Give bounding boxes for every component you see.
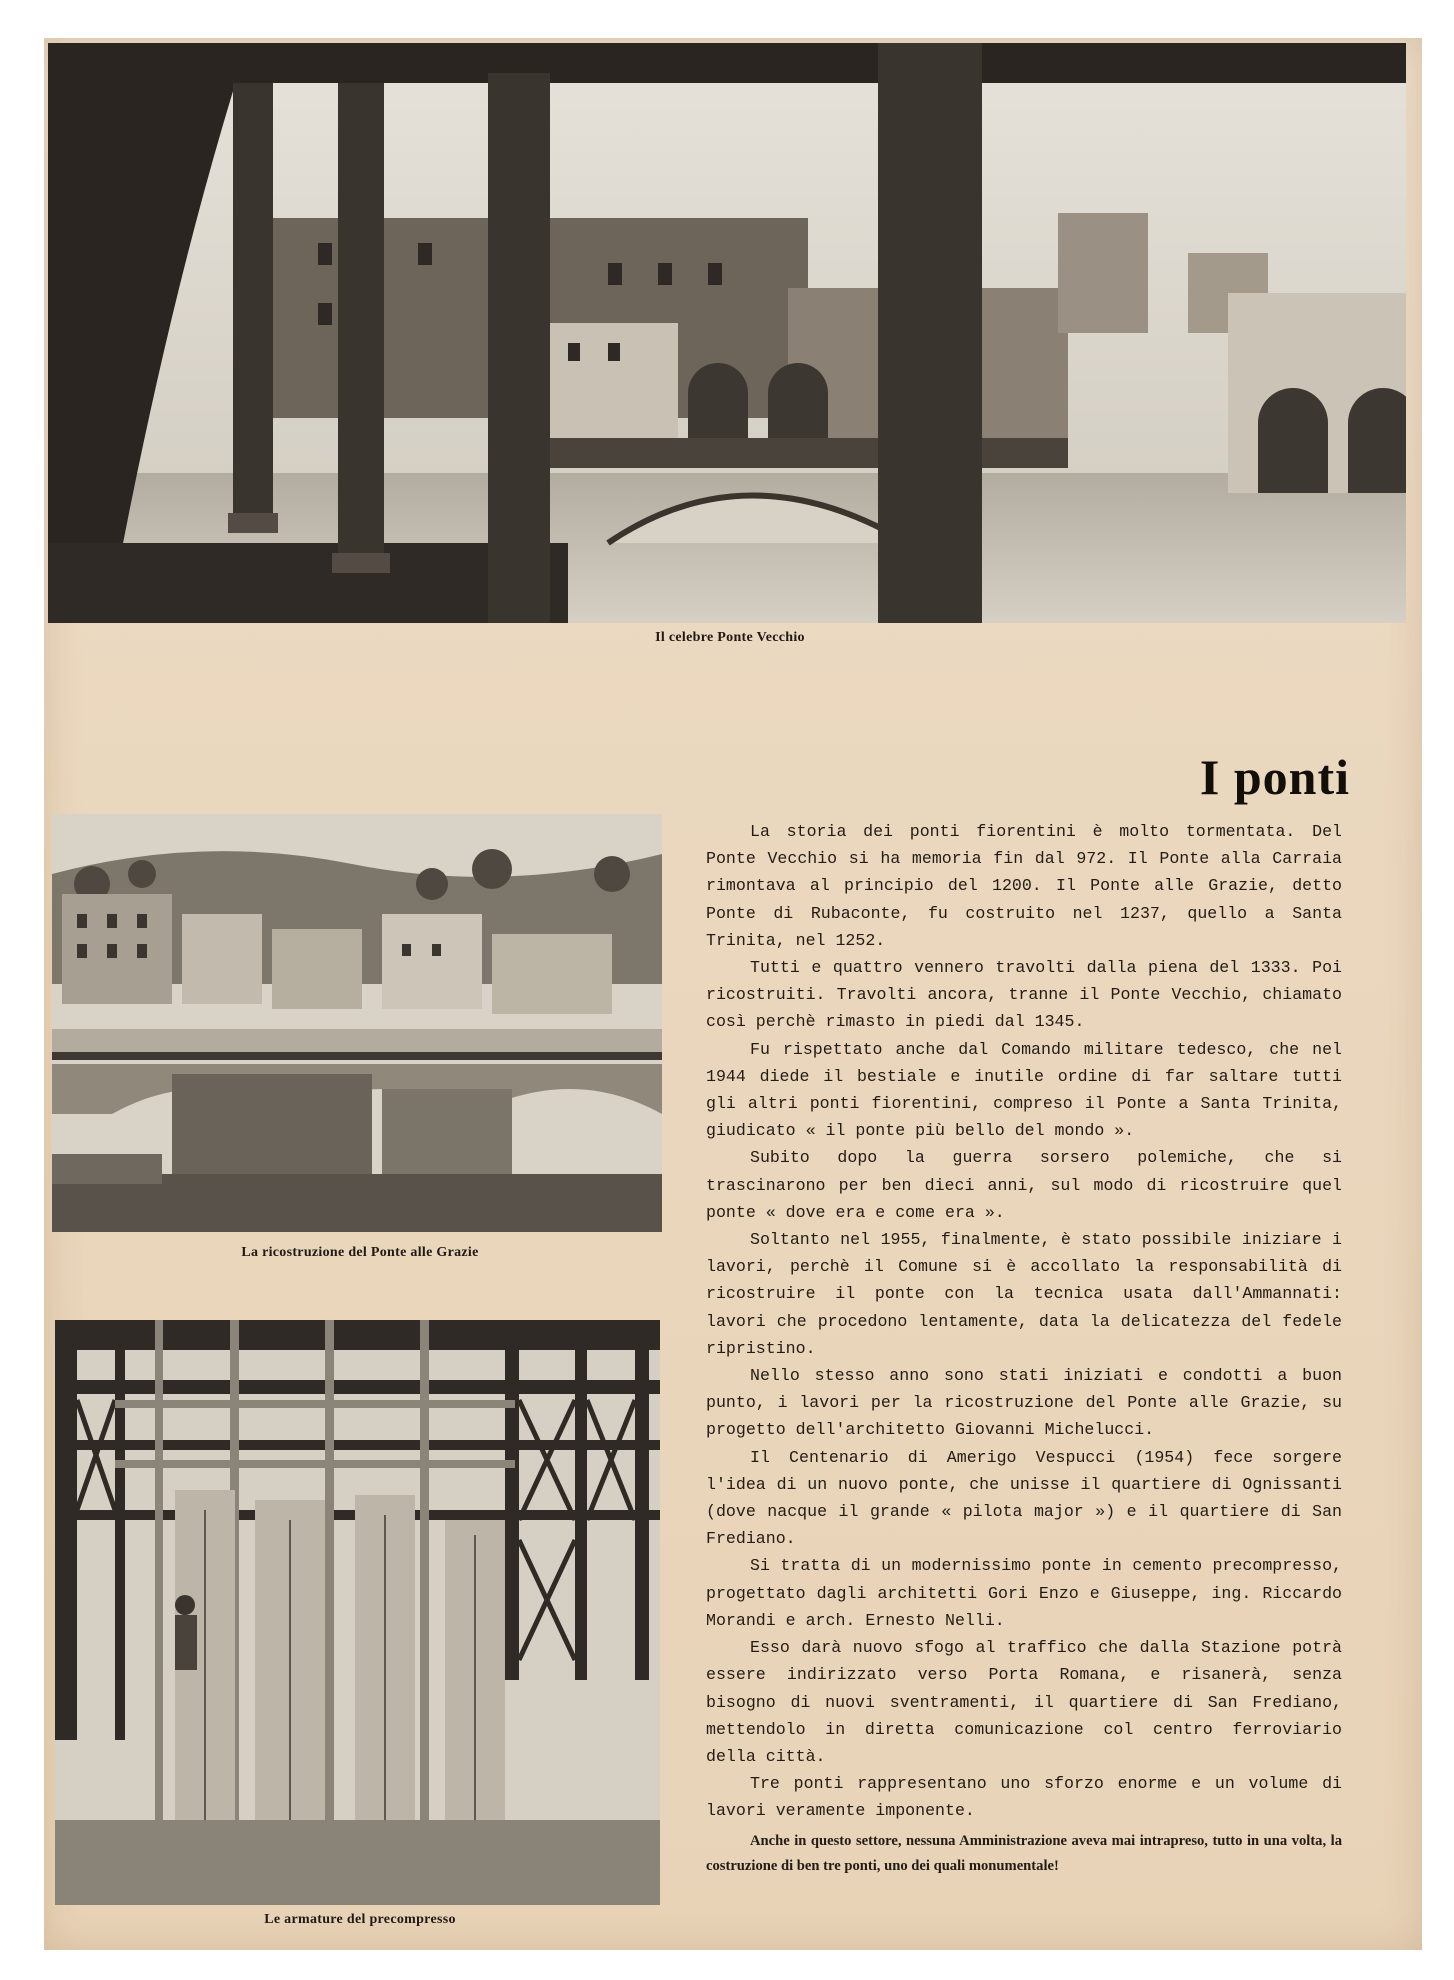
photo-armature xyxy=(55,1320,660,1905)
article-paragraph: Soltanto nel 1955, finalmente, è stato possibile iniziare i lavori, perchè il Comune si è accollato la responsabilità di ricostruire il ponte con la tecnica usata dall'Ammannati: lavori che procedono lentamente, data la delicatezza del fedele ripristino. xyxy=(706,1230,1342,1358)
photo-ponte-alle-grazie xyxy=(52,814,662,1232)
article-closing: Anche in questo settore, nessuna Amministrazione aveva mai intrapreso, tutto in una volta, la costruzione di ben tre ponti, uno dei quali monumentale! xyxy=(706,1832,1342,1874)
article-title: I ponti xyxy=(1199,749,1350,805)
ponte-alle-grazie-image xyxy=(52,814,662,1232)
photo-ponte-vecchio xyxy=(48,43,1406,623)
article-paragraph: Tutti e quattro vennero travolti dalla piena del 1333. Poi ricostruiti. Travolti ancora, tranne il Ponte Vecchio, chiamato così perchè rimasto in piedi dal 1345. xyxy=(706,958,1342,1032)
caption-ponte-alle-grazie: La ricostruzione del Ponte alle Grazie xyxy=(241,1245,479,1260)
article-paragraph: Si tratta di un modernissimo ponte in cemento precompresso, progettato dagli architetti Gori Enzo e Giuseppe, ing. Riccardo Morandi e arch. Ernesto Nelli. xyxy=(706,1556,1342,1630)
caption-ponte-vecchio: Il celebre Ponte Vecchio xyxy=(655,630,805,645)
article-paragraph: Esso darà nuovo sfogo al traffico che dalla Stazione potrà essere indirizzato verso Porta Romana, e risanerà, senza bisogno di nuovi sventramenti, il quartiere di San Frediano, mettendolo in diretta comunicazione col centro ferroviario della città. xyxy=(706,1638,1342,1766)
article-paragraph: Tre ponti rappresentano uno sforzo enorme e un volume di lavori veramente imponente. xyxy=(706,1774,1342,1821)
article-body xyxy=(706,818,1342,1879)
armature-image xyxy=(55,1320,660,1905)
article-paragraph: Subito dopo la guerra sorsero polemiche, che si trascinarono per ben dieci anni, sul modo di ricostruire quel ponte « dove era e come era ». xyxy=(706,1148,1342,1222)
article-paragraph: Nello stesso anno sono stati iniziati e condotti a buon punto, i lavori per la ricostruzione del Ponte alle Grazie, su progetto dell'architetto Giovanni Michelucci. xyxy=(706,1366,1342,1440)
ponte-vecchio-image xyxy=(48,43,1406,623)
article-paragraph: La storia dei ponti fiorentini è molto tormentata. Del Ponte Vecchio si ha memoria fin dal 972. Il Ponte alla Carraia rimontava al principio del 1200. Il Ponte alle Grazie, detto Ponte di Rubaconte, fu costruito nel 1237, quello a Santa Trinita, nel 1252. xyxy=(706,822,1342,950)
article-paragraph: Il Centenario di Amerigo Vespucci (1954) fece sorgere l'idea di un nuovo ponte, che unisse il quartiere di Ognissanti (dove nacque il grande « pilota major ») e il quartiere di San Frediano. xyxy=(706,1447,1342,1549)
caption-armature: Le armature del precompresso xyxy=(264,1912,456,1927)
article-paragraph: Fu rispettato anche dal Comando militare tedesco, che nel 1944 diede il bestiale e inutile ordine di far saltare tutti gli altri ponti fiorentini, compreso il Ponte a Santa Trinita, giudicato « il ponte più bello del mondo ». xyxy=(706,1039,1342,1141)
